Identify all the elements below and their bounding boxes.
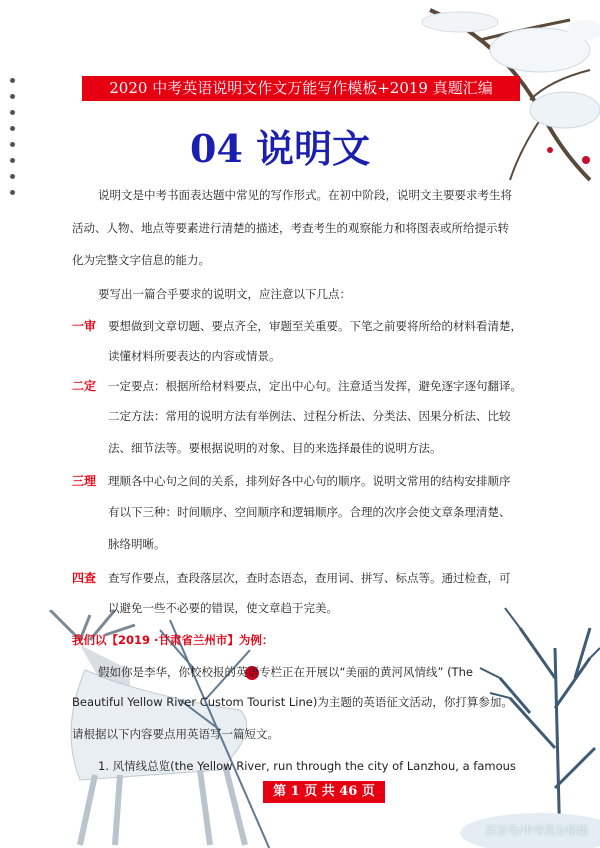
example-line-1: 假如你是李华，你校校报的英语专栏正在开展以“美丽的黄河风情线” (The: [98, 665, 473, 679]
step-4-line-1: 查写作要点，查段落层次，查时态语态，查用词、拼写、标点等。通过检查，可: [108, 571, 511, 585]
watermark-text: 百家号/中考高分秘籍: [485, 824, 588, 837]
step-4-line-2: 以避免一些不必要的错误，使文章趋于完美。: [108, 601, 338, 615]
intro-line-3: 化为完整文字信息的能力。: [72, 253, 210, 267]
intro-line-2: 活动、人物、地点等要素进行清楚的描述，考查考生的观察能力和将图表或所给提示转: [72, 221, 509, 235]
step-label-ding: 二定: [72, 379, 97, 393]
step-label-li: 三理: [72, 474, 97, 488]
decorative-dots: [10, 78, 18, 206]
section-title: 04 说明文: [190, 126, 371, 171]
step-label-shen: 一审: [72, 319, 97, 333]
intro-line-1: 说明文是中考书面表达题中常见的写作形式。在初中阶段，说明文主要要求考生将: [98, 188, 512, 202]
example-heading: 我们以【2019 ·甘肃省兰州市】为例：: [72, 633, 274, 647]
intro-line-4: 要写出一篇合乎要求的说明文，应注意以下几点：: [98, 287, 351, 301]
step-2-line-2: 二定方法：常用的说明方法有举例法、过程分析法、分类法、因果分析法、比较: [108, 409, 511, 423]
step-label-cha: 四查: [72, 571, 97, 585]
document-title-banner: 2020 中考英语说明文作文万能写作模板+2019 真题汇编: [82, 76, 520, 101]
example-line-2: Beautiful Yellow River Custom Tourist Line)为主题的英语征文活动，你打算参加。: [72, 695, 513, 709]
step-2-line-1: 一定要点：根据所给材料要点，定出中心句。注意适当发挥，避免逐字逐句翻译。: [108, 379, 522, 393]
step-3-line-3: 脉络明晰。: [108, 537, 166, 551]
step-3-line-1: 理顺各中心句之间的关系，排列好各中心句的顺序。说明文常用的结构安排顺序: [108, 474, 511, 488]
step-2-line-3: 法、细节法等。要根据说明的对象、目的来选择最佳的说明方法。: [108, 441, 442, 455]
step-3-line-2: 有以下三种：时间顺序、空间顺序和逻辑顺序。合理的次序会使文章条理清楚、: [108, 505, 511, 519]
example-line-4: 1. 风情线总览(the Yellow River, run through the city of Lanzhou, a famous: [98, 759, 516, 773]
step-1-line-2: 读懂材料所要表达的内容或情景。: [108, 349, 281, 363]
example-line-3: 请根据以下内容要点用英语写一篇短文。: [72, 727, 279, 741]
page-number-badge: 第 1 页 共 46 页: [263, 781, 385, 803]
step-1-line-1: 要想做到文章切题、要点齐全，审题至关重要。下笔之前要将所给的材料看清楚，: [108, 319, 522, 333]
